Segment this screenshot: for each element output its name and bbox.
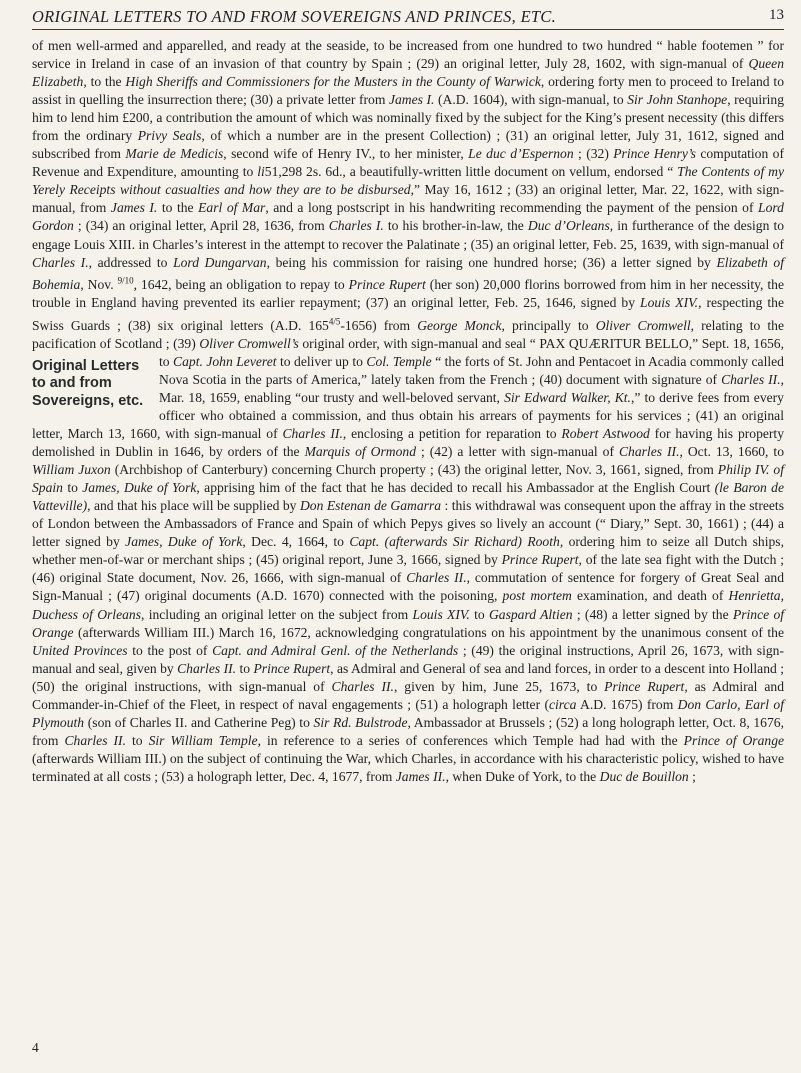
italic-run: Prince Rupert — [501, 552, 579, 568]
text-run: , in reference to a series of conferences which Temple had had with the — [257, 732, 684, 748]
italic-run: (le Baron de Vatteville) — [32, 480, 784, 514]
italic-run: Prince Rupert — [604, 678, 685, 694]
italic-run: Capt. (afterwards Sir Richard) Rooth — [349, 534, 560, 550]
italic-run: George Monck — [417, 317, 502, 333]
text-run: of men well-armed and apparelled, and ready at the seaside, to be increased from one hundred to two hundred “ hable footemen ” for service in Ireland in case of an invasion of that country by Spain ; (29) an original letter, July 28, 1602, with sign-manual of — [32, 38, 784, 72]
italic-run: Prince Henry’s — [613, 146, 696, 162]
italic-run: Earl of Mar — [198, 200, 266, 216]
page-number: 13 — [769, 7, 784, 23]
text-run: , Oct. 13, 1660, to — [679, 444, 785, 460]
text-run: , being his commission for raising one hundred horse; (36) a letter signed by — [266, 254, 717, 270]
text-run: , and a long postscript in his handwriting recommending the payment of the pension of — [265, 200, 759, 216]
italic-run: circa — [548, 696, 577, 712]
text-run: to — [236, 660, 254, 676]
text-run: , ordering him to seize all Dutch ships, whether men-of-war or merchant ships ; (45) original report, June 3, 1666, signed by — [32, 534, 784, 568]
italic-run: Duc d’Orleans — [527, 218, 610, 234]
text-run: , relating to the pacification of Scotland ; (39) — [32, 317, 784, 351]
text-run: (afterwards William III.) on the subject of continuing the War, which Charles, in accordance with his characteristic policy, wished to have terminated at all costs ; (53) a holograph letter, Dec. 4, 1677, from — [32, 750, 784, 784]
text-run: 51,298 2s. 6d., a beautifully-written little document on vellum, endorsed “ — [264, 164, 678, 180]
fraction: 9/10 — [117, 275, 134, 286]
text-run: original order, with sign-manual and seal “ PAX QUÆRITUR BELLO,” Sept. 18, 1656, to — [159, 335, 784, 369]
text-run: to — [276, 353, 291, 369]
italic-run: James, Duke of York — [82, 480, 197, 496]
italic-run: Charles II. — [618, 444, 680, 460]
italic-run: Prince of Orange — [683, 732, 785, 748]
text-run: , addressed to — [88, 254, 174, 270]
text-run: , and that his place will be supplied by — [87, 498, 300, 514]
italic-run: High Sheriffs and Commissioners for the Musters in the County of Warwick — [125, 74, 541, 90]
text-run: , commutation of sentence for forgery of Great Seal and Sign-Manual ; (47) original documents (A.D. 1670) connected with the poisoning, — [32, 570, 785, 604]
text-run: , including an original letter on the subject from — [141, 606, 413, 622]
italic-run: Prince Rupert — [348, 277, 426, 293]
italic-run: Queen Elizabeth — [32, 56, 784, 90]
italic-run: Oliver Cromwell — [595, 317, 691, 333]
italic-run: Sir Rd. Bulstrode — [313, 714, 408, 730]
fraction: 4/5 — [328, 316, 341, 327]
text-run: ; (49) the original instructions, April 26, 1673, with sign-manual and seal, given by — [32, 642, 784, 676]
italic-run: Charles II. — [331, 678, 394, 694]
text-run: A.D. 1675) from — [576, 696, 678, 712]
italic-run: Louis XIV. — [640, 295, 699, 311]
text-run: , given by him, June 25, 1673, to — [393, 678, 605, 694]
text-run: to his brother-in-law, the — [383, 218, 528, 234]
text-run: : this withdrawal was consequent upon the affray in the streets of London between the Ambassadors of France and Spain of which Pepys gives so lively an account (“ Diary,” Sept. 30, 1661) ; (44) a letter signed by — [32, 498, 784, 550]
text-run: ; — [688, 768, 696, 784]
text-run: , to the — [83, 74, 126, 90]
italic-run: Robert Astwood — [561, 426, 650, 442]
text-run: (A.D. 1604), with sign-manual, to — [434, 92, 628, 108]
italic-run: Marquis of Ormond — [304, 444, 416, 460]
text-run: for having his property demolished in Dublin in 1646, by orders of the — [32, 426, 784, 460]
italic-run: Charles II. — [177, 660, 237, 676]
text-run: , principally to — [501, 317, 596, 333]
text-run: , Nov. — [80, 277, 118, 293]
text-run: deliver up to — [294, 353, 367, 369]
text-run: -1656) from — [340, 317, 418, 333]
italic-run: Charles II. — [406, 570, 467, 586]
italic-run: Charles I. — [328, 218, 384, 234]
text-run: (her son) 20,000 florins borrowed from him in her necessity, the trouble in England having prevented its earlier repayment; (37) an original letter, Feb. 25, 1646, signed by — [32, 277, 784, 311]
text-run: , 1642, being an obligation to repay to — [133, 277, 349, 293]
italic-run: Duc de Bouillon — [599, 768, 689, 784]
italic-run: Privy Seals — [137, 128, 202, 144]
text-run: , ordering forty men to proceed to Ireland to assist in quelling the insurrection there; (30) a private letter from — [32, 74, 784, 108]
text-run: to — [469, 606, 489, 622]
italic-run: Capt. and Admiral Genl. of the Netherlands — [212, 642, 459, 658]
text-run: , second wife of Henry IV., to her minister, — [223, 146, 469, 162]
side-note: Original Letters to and from Sovereigns, etc. — [32, 357, 144, 409]
italic-run: Charles II. — [64, 732, 126, 748]
signature-mark: 4 — [32, 1040, 39, 1055]
text-run: ; (32) — [573, 146, 614, 162]
text-run: computation of Revenue and Expenditure, amounting to — [32, 146, 784, 180]
text-run: , requiring him to lend him £200, a contribution the amount of which was nominally fixed by the subject for the King’s present necessity (this differs from the ordinary — [32, 92, 784, 144]
italic-run: William Juxon — [32, 462, 111, 478]
italic-run: Charles II. — [282, 426, 343, 442]
text-run: (son of Charles II. and Catherine Peg) to — [84, 714, 314, 730]
text-run: ,” to derive fees from every officer who obtained a commission, and thus obtain his arrears of payments for his services ; (41) an original letter, March 13, 1660, with sign-manual of — [32, 389, 784, 442]
body-paragraph — [32, 37, 784, 786]
italic-run: Elizabeth of Bohemia — [32, 254, 784, 293]
italic-run: Sir John Stanhope — [627, 92, 728, 108]
text-run: to the — [157, 200, 199, 216]
paragraph-part-1 — [32, 38, 784, 369]
text-run: , enclosing a petition for reparation to — [342, 426, 562, 442]
text-run: ; (48) a letter signed by the — [572, 606, 733, 622]
italic-run: James I. — [388, 92, 435, 108]
italic-run: Don Carlo, Earl of Plymouth — [32, 696, 784, 730]
text-run: , apprising him of the fact that he has decided to recall his Ambassador at the English Court — [196, 480, 715, 496]
text-run: , Ambassador at Brussels ; (52) a long holograph letter, Oct. 8, 1676, from — [32, 714, 784, 748]
text-run: ; (42) a letter with sign-manual of — [416, 444, 619, 460]
text-run: , Mar. 18, 1659, enabling “our trusty and well-beloved servant, — [159, 371, 784, 405]
text-run: , as Admiral and Commander-in-Chief of the Fleet, in respect of naval engagements ; (51) a holograph letter ( — [32, 678, 784, 712]
text-run: , of the late sea fight with the Dutch ; (46) original State document, Nov. 26, 1666, with sign-manual of — [32, 552, 784, 586]
italic-run: Prince Rupert — [253, 660, 331, 676]
italic-run: Charles II. — [721, 371, 781, 387]
running-title: ORIGINAL LETTERS TO AND FROM SOVEREIGNS AND PRINCES, ETC. — [32, 7, 557, 26]
italic-run: James, Duke of York — [125, 534, 243, 550]
italic-run: Prince of Orange — [32, 606, 785, 640]
italic-run: The Contents of my Yerely Receipts without casualties and how they are to be disbursed — [32, 164, 784, 198]
italic-run: Marie de Medicis — [125, 146, 224, 162]
italic-run: Sir Edward Walker, Kt. — [504, 389, 631, 405]
text-run: examination, and death of — [571, 588, 729, 604]
italic-run: Lord Gordon — [32, 200, 784, 234]
text-run: (Archbishop of Canterbury) concerning Church property ; (43) the original letter, Nov. 3, 1661, signed, from — [110, 462, 718, 478]
italic-run: Louis XIV. — [412, 606, 470, 622]
text-run: ,” May 16, 1612 ; (33) an original letter, Mar. 22, 1622, with sign-manual, from — [32, 182, 784, 216]
italic-run: Lord Dungarvan — [173, 254, 267, 270]
text-run: to — [62, 480, 83, 496]
text-run: , respecting the Swiss Guards ; (38) six original letters (A.D. 165 — [32, 295, 784, 333]
text-run: “ the forts of St. John and Pentacoet in Acadia commonly called Nova Scotia in the parts of America,” lately taken from the French ; (40) document with signature of — [159, 353, 784, 387]
italic-run: Le duc d’Espernon — [468, 146, 574, 162]
italic-run: Philip IV. of Spain — [32, 462, 785, 496]
italic-run: Oliver Cromwell’s — [199, 335, 299, 351]
text-run: , when Duke of York, to the — [445, 768, 600, 784]
paragraph-part-2 — [32, 354, 784, 784]
italic-run: Charles I. — [32, 254, 89, 270]
italic-run: Sir William Temple — [148, 732, 258, 748]
italic-run: Gaspard Altien — [488, 606, 573, 622]
text-run: (afterwards William III.) March 16, 1672, acknowledging congratulations on his appointment by the unanimous consent of the — [73, 624, 784, 640]
running-header — [32, 3, 784, 30]
italic-run: post mortem — [502, 588, 572, 604]
text-run: , in furtherance of the design to engage Louis XIII. in Charles’s interest in the attempt to recover the Palatinate ; (35) an original letter, Feb. 25, 1639, with sign-manual of — [32, 218, 785, 252]
body-text — [32, 37, 784, 786]
text-run: ; (34) an original letter, April 28, 1636, from — [73, 218, 329, 234]
italic-run: James II. — [395, 768, 446, 784]
italic-run: James I. — [110, 200, 158, 216]
italic-run: Don Estenan de Gamarra — [299, 498, 442, 514]
text-run: to — [125, 732, 149, 748]
italic-run: li — [257, 164, 265, 180]
italic-run: Capt. John Leveret — [173, 353, 277, 369]
italic-run: Col. Temple — [366, 353, 432, 369]
italic-run: United Provinces — [32, 642, 128, 658]
italic-run: Henrietta, Duchess of Orleans — [32, 588, 784, 622]
text-run: , Dec. 4, 1664, to — [242, 534, 350, 550]
text-run: , as Admiral and General of sea and land forces, in order to a descent into Holland ; (50) the original instructions, with sign-manual of — [32, 660, 784, 694]
text-run: to the post of — [127, 642, 213, 658]
text-run: , of which a number are in the present Collection) ; (31) an original letter, July 31, 1612, signed and subscribed from — [32, 128, 784, 162]
